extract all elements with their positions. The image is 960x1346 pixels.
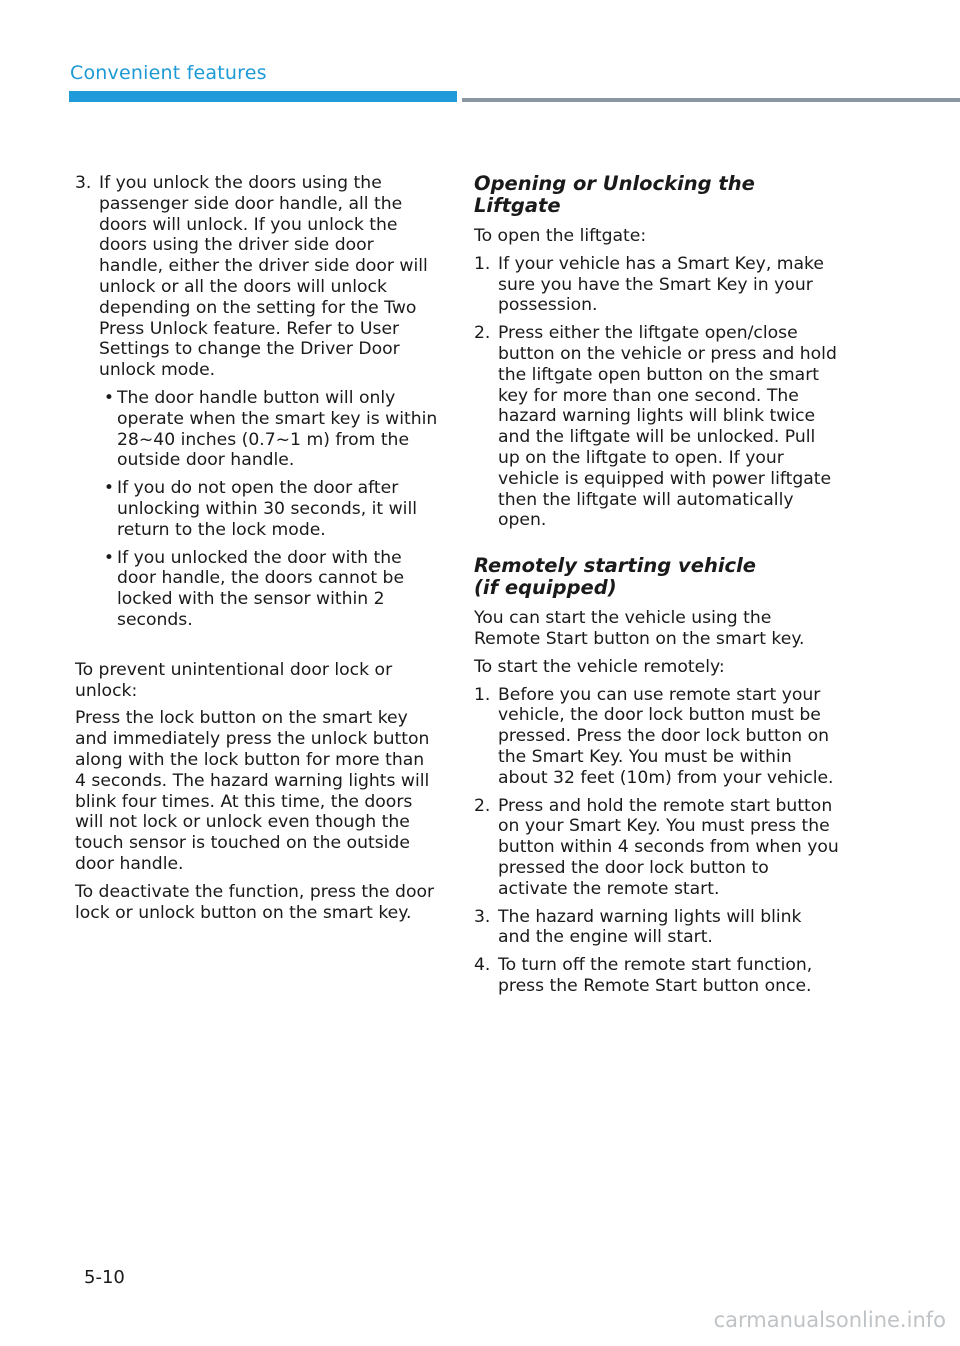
heading-line: (if equipped) — [474, 576, 617, 600]
step-text: Press either the liftgate open/close button on the vehicle or press and hold the liftgate open button on the smart key for more than one second. The hazard warning lights will blink twice and the liftgate will be unlocked. Pull up on the liftgate to open. If your vehicle is equipped with power liftgate then the liftgate will automatically open. — [498, 323, 837, 531]
step-number: 3. — [474, 906, 491, 927]
paragraph: To deactivate the function, press the door lock or unlock button on the smart key. — [75, 881, 435, 923]
step-text: To turn off the remote start function, press the Remote Start button once. — [498, 955, 813, 996]
section-heading-liftgate: Opening or Unlocking the Liftgate — [474, 172, 755, 217]
step-number: 4. — [474, 955, 491, 976]
step-text: The hazard warning lights will blink and the engine will start. — [498, 906, 802, 948]
right-column — [474, 173, 839, 1004]
list-item — [474, 685, 839, 789]
bullet-text: If you unlocked the door with the door handle, the doors cannot be locked with the sensor within 2 seconds. — [117, 547, 405, 630]
list-item — [474, 907, 839, 949]
paragraph: To prevent unintentional door lock or unlock: — [75, 659, 393, 701]
list-item — [474, 323, 839, 531]
page-number: 5-10 — [84, 1267, 125, 1288]
list-item — [474, 254, 839, 316]
step-number: 2. — [474, 795, 491, 816]
paragraph: To open the liftgate: — [474, 226, 647, 246]
bullet-text: The door handle button will only operate when the smart key is within 28~40 inches (0.7~1 m) from the outside door handle. — [117, 387, 438, 471]
bullet-dot-icon: • — [103, 547, 115, 568]
list-item — [474, 796, 839, 900]
heading-line: Remotely starting vehicle — [474, 554, 757, 578]
left-column — [75, 173, 440, 930]
bullet-dot-icon: • — [103, 387, 115, 408]
list-item — [474, 955, 839, 997]
bullet-item — [101, 478, 440, 540]
paragraph: You can start the vehicle using the Remote Start button on the smart key. — [474, 608, 805, 649]
paragraph: Press the lock button on the smart key and immediately press the unlock button along with the lock button for more than 4 seconds. The hazard warning lights will blink four times. At this time, the doors will not lock or unlock even though the touch sensor is touched on the outside door handle. — [75, 708, 430, 874]
step-number: 1. — [474, 684, 491, 705]
bullet-text: If you do not open the door after unlocking within 30 seconds, it will return to the lock mode. — [117, 478, 417, 540]
header-rule — [462, 98, 960, 102]
step-number: 2. — [474, 323, 491, 344]
step-text: Press and hold the remote start button on your Smart Key. You must press the button within 4 seconds from when you pressed the door lock button to activate the remote start. — [498, 795, 839, 899]
step-text: If your vehicle has a Smart Key, make sure you have the Smart Key in your possession. — [498, 253, 824, 316]
bullet-item — [101, 548, 440, 631]
bullet-dot-icon: • — [103, 478, 115, 499]
watermark: carmanualsonline.info — [713, 1308, 946, 1332]
header-rule-accent — [69, 91, 457, 102]
step-number: 1. — [474, 253, 491, 274]
bullet-item — [101, 388, 440, 471]
section-heading-remote-start — [474, 555, 839, 599]
paragraph: To start the vehicle remotely: — [474, 656, 725, 677]
step-text: Before you can use remote start your vehicle, the door lock button must be pressed. Press the door lock button on the Smart Key. You must be within about 32 feet (10m) from your vehicle. — [498, 684, 834, 788]
step-text: If you unlock the doors using the passenger side door handle, all the doors will unlock. If you unlock the doors using the driver side door handle, either the driver side door will unlock or all the doors will unlock depending on the setting for the Two Press Unlock feature. Refer to User Settings to change the Driver Door unlock mode. — [99, 173, 428, 381]
step-number: 3. — [75, 173, 92, 193]
section-title: Convenient features — [70, 62, 267, 84]
list-item-step-3 — [75, 173, 440, 381]
